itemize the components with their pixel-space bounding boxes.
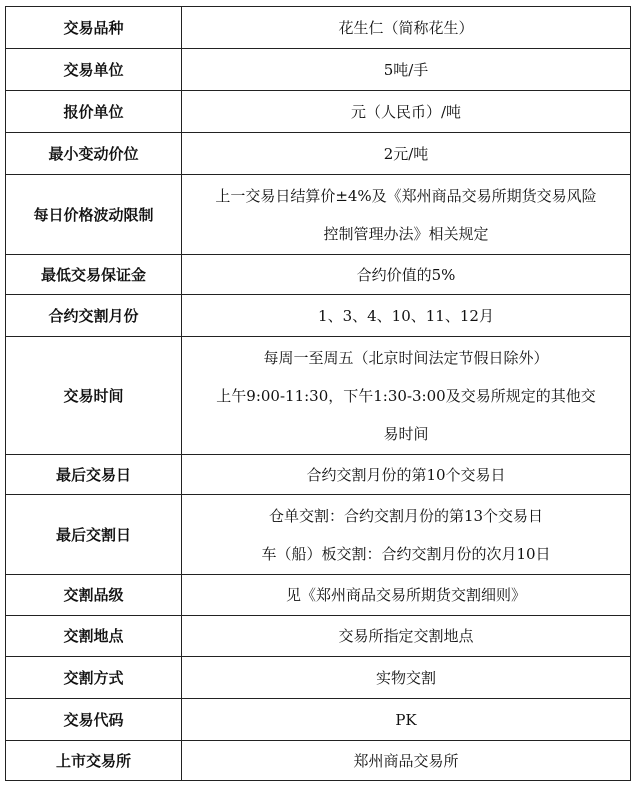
row-value [182, 741, 631, 781]
row-label: 交割品级 [6, 575, 182, 616]
value-line: 花生仁（简称花生） [338, 18, 474, 37]
row-value [182, 455, 631, 495]
value-line: 2元/吨 [383, 144, 429, 163]
row-label: 最后交易日 [6, 455, 182, 495]
row-value [182, 699, 631, 741]
table-row [6, 699, 631, 741]
row-value [182, 255, 631, 295]
table-row [6, 133, 631, 175]
row-value [182, 575, 631, 616]
table-row [6, 657, 631, 699]
value-line: 每周一至周五（北京时间法定节假日除外） [263, 348, 549, 367]
row-value [182, 337, 631, 455]
table-row [6, 91, 631, 133]
contract-spec-body [6, 7, 631, 781]
row-label: 上市交易所 [6, 741, 182, 781]
value-line: 控制管理办法》相关规定 [323, 224, 489, 243]
value-line: 交易所指定交割地点 [338, 627, 474, 645]
table-row [6, 7, 631, 49]
value-line: 合约交割月份的第10个交易日 [306, 465, 506, 484]
row-value [182, 295, 631, 337]
row-label: 最低交易保证金 [6, 255, 182, 295]
row-value [182, 49, 631, 91]
row-label: 最后交割日 [6, 495, 182, 575]
row-label: 交易品种 [6, 7, 182, 49]
row-value [182, 175, 631, 255]
row-value [182, 657, 631, 699]
value-line: 上一交易日结算价±4%及《郑州商品交易所期货交易风险 [215, 186, 597, 205]
value-line: 郑州商品交易所 [353, 751, 459, 770]
row-label: 报价单位 [6, 91, 182, 133]
row-label: 交易代码 [6, 699, 182, 741]
row-value [182, 133, 631, 175]
value-line: 仓单交割：合约交割月份的第13个交易日 [268, 506, 544, 525]
value-line: 元（人民币）/吨 [350, 102, 462, 121]
value-line: 车（船）板交割：合约交割月份的次月10日 [261, 544, 551, 563]
row-value [182, 616, 631, 657]
table-row [6, 455, 631, 495]
row-label: 交割方式 [6, 657, 182, 699]
row-label: 交易单位 [6, 49, 182, 91]
value-line: PK [395, 710, 417, 729]
value-line: 易时间 [383, 424, 429, 443]
table-row [6, 255, 631, 295]
row-value [182, 7, 631, 49]
value-line: 5吨/手 [383, 60, 429, 79]
row-value [182, 91, 631, 133]
row-value [182, 495, 631, 575]
value-line: 实物交割 [375, 668, 436, 687]
value-line: 上午9:00-11:30，下午1:30-3:00及交易所规定的其他交 [216, 386, 596, 405]
table-row [6, 616, 631, 657]
value-line: 合约价值的5% [356, 265, 456, 284]
row-label: 合约交割月份 [6, 295, 182, 337]
row-label: 交易时间 [6, 337, 182, 455]
table-row [6, 49, 631, 91]
table-row [6, 295, 631, 337]
table-row [6, 575, 631, 616]
table-row [6, 175, 631, 255]
value-line: 见《郑州商品交易所期货交割细则》 [285, 586, 526, 604]
row-label: 交割地点 [6, 616, 182, 657]
row-label: 最小变动价位 [6, 133, 182, 175]
row-label: 每日价格波动限制 [6, 175, 182, 255]
table-row [6, 337, 631, 455]
table-row [6, 741, 631, 781]
value-line: 1、3、4、10、11、12月 [318, 306, 494, 325]
contract-spec-table [5, 6, 631, 781]
table-row [6, 495, 631, 575]
